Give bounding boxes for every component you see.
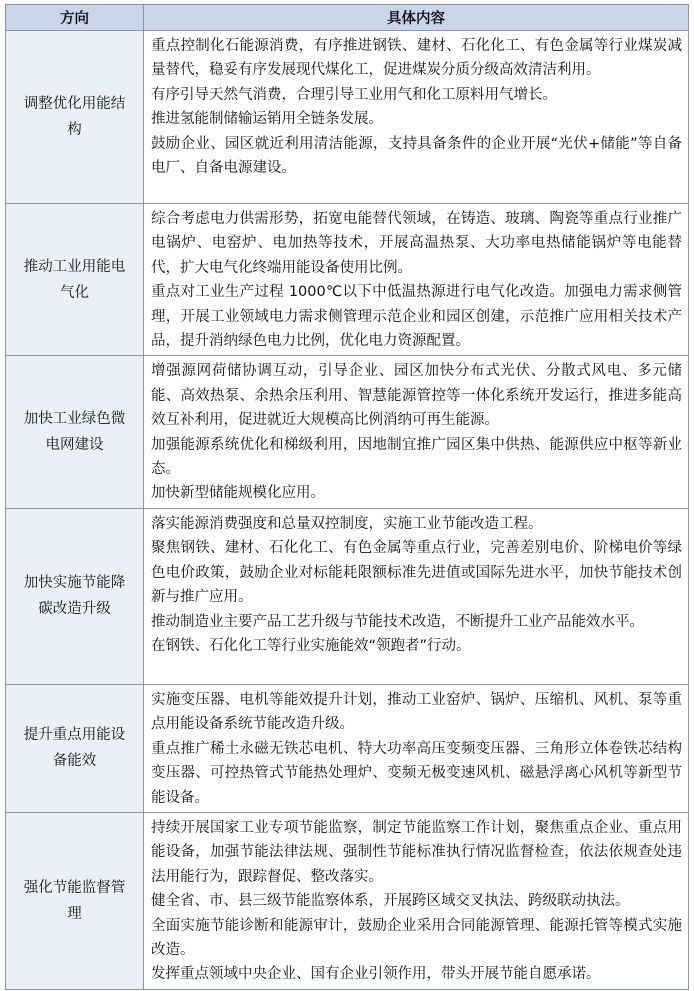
content-item: 鼓励企业、园区就近利用清洁能源，支持具备条件的企业开展“光伏+储能”等自备电厂、自备电源建设。 xyxy=(151,135,682,177)
content-item: 综合考虑电力供需形势，拓宽电能替代领域，在铸造、玻璃、陶瓷等重点行业推广电锅炉、电窑炉、电加热等技术，开展高温热泵、大功率电热储能锅炉等电能替代，扩大电气化终端用能设备使用比例。 xyxy=(151,211,682,276)
content-item: 全面实施节能诊断和能源审计，鼓励企业采用合同能源管理、能源托管等模式实施改造。 xyxy=(151,917,682,958)
content-item: 落实能源消费强度和总量双控制度，实施工业节能改造工程。 xyxy=(151,515,543,532)
table-row xyxy=(6,356,689,508)
content-cell xyxy=(144,684,689,812)
table-row xyxy=(6,812,689,989)
direction-cell: 加快工业绿色微电网建设 xyxy=(6,356,144,508)
table-row xyxy=(6,31,689,204)
content-cell xyxy=(144,356,689,508)
content-item: 实施变压器、电机等能效提升计划，推动工业窑炉、锅炉、压缩机、风机、泵等重点用能设备系统节能改造升级。 xyxy=(151,691,682,733)
content-cell xyxy=(144,508,689,684)
table-row xyxy=(6,508,689,684)
content-item: 推进氢能制储输运销用全链条发展。 xyxy=(151,111,383,128)
direction-cell: 强化节能监督管理 xyxy=(6,812,144,989)
content-item: 重点控制化石能源消费，有序推进钢铁、建材、石化化工、有色金属等行业煤炭减量替代，稳妥有序发展现代煤化工，促进煤炭分质分级高效清洁利用。 xyxy=(151,38,682,79)
content-cell xyxy=(144,812,689,989)
content-item: 加强能源系统优化和梯级利用，因地制宜推广园区集中供热、能源供应中枢等新业态。 xyxy=(151,436,682,478)
content-item: 持续开展国家工业专项节能监察，制定节能监察工作计划，聚焦重点企业、重点用能设备，加强节能法律法规、强制性节能标准执行情况监督检查，依法依规查处违法用能行为，跟踪督促、整改落实。 xyxy=(151,819,682,885)
direction-cell: 提升重点用能设备能效 xyxy=(6,684,144,812)
content-item: 在钢铁、石化化工等行业实施能效“领跑者”行动。 xyxy=(151,637,471,654)
table-row xyxy=(6,684,689,812)
content-cell xyxy=(144,204,689,356)
content-item: 重点对工业生产过程 1000℃以下中低温热源进行电气化改造。加强电力需求侧管理，开展工业领域电力需求侧管理示范企业和园区创建，示范推广应用相关技术产品，提升消纳绿色电力比例，优化电力资源配置。 xyxy=(151,284,682,350)
table-row xyxy=(6,204,689,356)
header-content: 具体内容 xyxy=(144,5,689,31)
content-item: 聚焦钢铁、建材、石化化工、有色金属等重点行业，完善差别电价、阶梯电价等绿色电价政策，鼓励企业对标能耗限额标准先进值或国际先进水平，加快节能技术创新与推广应用。 xyxy=(151,540,682,606)
header-direction: 方向 xyxy=(6,5,144,31)
direction-cell: 推动工业用能电气化 xyxy=(6,204,144,356)
header-row xyxy=(6,5,689,31)
content-item: 发挥重点领域中央企业、国有企业引领作用，带头开展节能自愿承诺。 xyxy=(151,966,601,983)
content-item: 增强源网荷储协调互动，引导企业、园区加快分布式光伏、分散式风电、多元储能、高效热泵、余热余压利用、智慧能源管控等一体化系统开发运行，推进多能高效互补利用，促进就近大规模高比例消纳可再生能源。 xyxy=(151,363,682,429)
direction-cell: 加快实施节能降碳改造升级 xyxy=(6,508,144,684)
content-item: 有序引导天然气消费，合理引导工业用气和化工原料用气增长。 xyxy=(151,86,557,103)
policy-table xyxy=(5,4,689,990)
content-item: 推动制造业主要产品工艺升级与节能技术改造，不断提升工业产品能效水平。 xyxy=(151,613,644,630)
content-cell xyxy=(144,31,689,204)
content-item: 健全省、市、县三级节能监察体系，开展跨区域交叉执法、跨级联动执法。 xyxy=(151,893,630,910)
content-item: 加快新型储能规模化应用。 xyxy=(151,485,325,502)
direction-cell: 调整优化用能结构 xyxy=(6,31,144,204)
content-item: 重点推广稀土永磁无铁芯电机、特大功率高压变频变压器、三角形立体卷铁芯结构变压器、可控热管式节能热处理炉、变频无极变速风机、磁悬浮离心风机等新型节能设备。 xyxy=(151,740,682,806)
